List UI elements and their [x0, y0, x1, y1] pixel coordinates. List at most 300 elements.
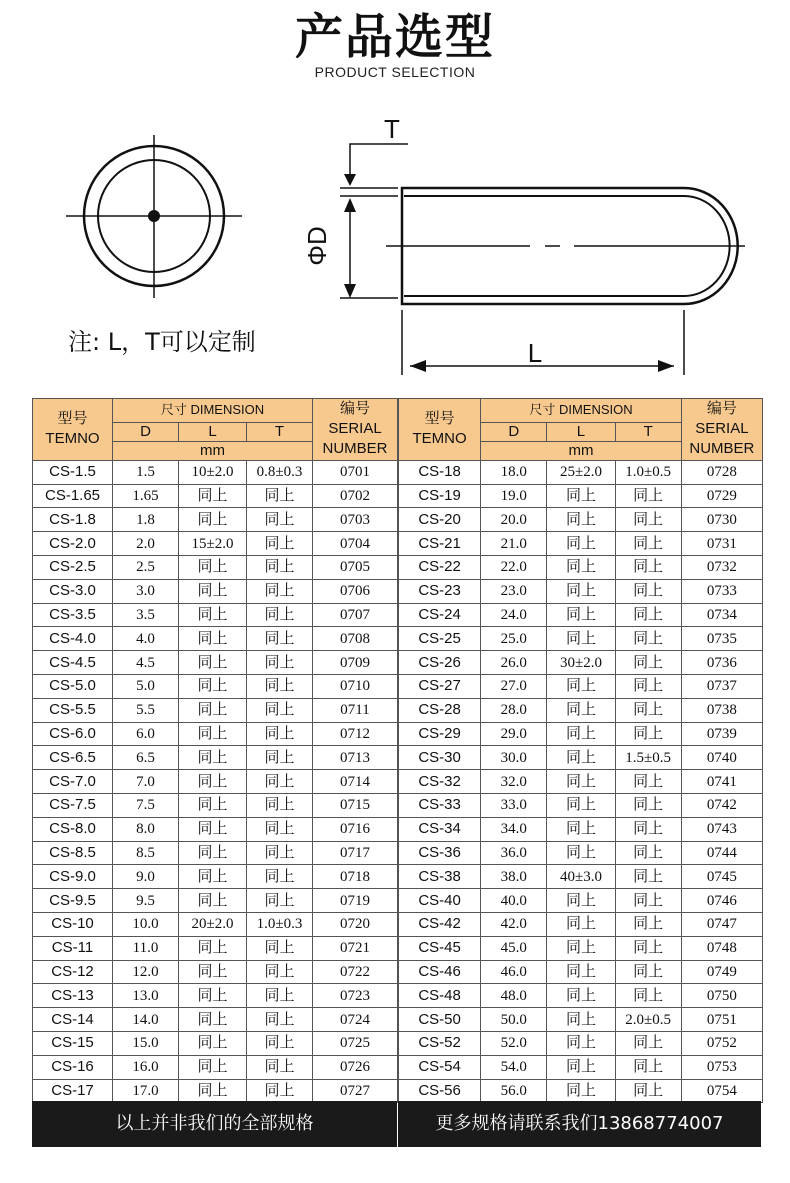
cell-serial: 0711	[313, 698, 398, 722]
cell-serial: 0713	[313, 746, 398, 770]
cell-t: 1.5±0.5	[615, 746, 681, 770]
cell-l: 同上	[179, 1055, 247, 1079]
cell-t: 0.8±0.3	[247, 460, 313, 484]
cell-serial: 0725	[313, 1031, 398, 1055]
cell-model: CS-2.5	[33, 555, 113, 579]
cell-model: CS-46	[399, 960, 481, 984]
cell-l: 同上	[179, 865, 247, 889]
cell-serial: 0753	[681, 1055, 762, 1079]
cell-model: CS-24	[399, 603, 481, 627]
cell-d: 9.5	[113, 889, 179, 913]
cell-serial: 0703	[313, 508, 398, 532]
cell-t: 同上	[615, 674, 681, 698]
cell-t: 同上	[615, 651, 681, 675]
cell-l: 同上	[179, 889, 247, 913]
table-row	[399, 603, 763, 627]
cell-l: 同上	[547, 508, 615, 532]
cell-l: 同上	[179, 1079, 247, 1103]
header-unit: mm	[481, 441, 682, 460]
cell-l: 同上	[547, 579, 615, 603]
cell-l: 同上	[547, 1055, 615, 1079]
cell-l: 同上	[547, 793, 615, 817]
page-title: 产品选型	[294, 9, 495, 65]
cell-model: CS-8.0	[33, 817, 113, 841]
header-serial-en2: NUMBER	[322, 440, 388, 458]
cell-d: 23.0	[481, 579, 547, 603]
header-serial-en2: NUMBER	[689, 440, 755, 458]
header-l: L	[547, 422, 615, 441]
cell-model: CS-52	[399, 1031, 481, 1055]
cell-model: CS-1.65	[33, 484, 113, 508]
table-row	[399, 508, 763, 532]
cell-model: CS-5.0	[33, 674, 113, 698]
cell-t: 同上	[615, 555, 681, 579]
cell-serial: 0730	[681, 508, 762, 532]
cell-t: 同上	[247, 555, 313, 579]
cell-serial: 0734	[681, 603, 762, 627]
cell-d: 1.65	[113, 484, 179, 508]
table-row	[399, 1055, 763, 1079]
table-row	[399, 817, 763, 841]
cell-l: 同上	[547, 960, 615, 984]
cell-t: 同上	[615, 889, 681, 913]
cell-t: 同上	[615, 912, 681, 936]
cell-model: CS-48	[399, 984, 481, 1008]
cell-l: 同上	[179, 508, 247, 532]
header-unit: mm	[113, 441, 313, 460]
cell-serial: 0720	[313, 912, 398, 936]
cell-l: 同上	[179, 746, 247, 770]
table-row	[399, 555, 763, 579]
cell-model: CS-16	[33, 1055, 113, 1079]
cell-d: 40.0	[481, 889, 547, 913]
cell-serial: 0716	[313, 817, 398, 841]
cell-t: 同上	[247, 698, 313, 722]
cell-model: CS-36	[399, 841, 481, 865]
cell-t: 同上	[247, 1031, 313, 1055]
cell-t: 同上	[247, 960, 313, 984]
cell-l: 40±3.0	[547, 865, 615, 889]
cell-model: CS-33	[399, 793, 481, 817]
cell-serial: 0724	[313, 1008, 398, 1032]
table-row	[33, 508, 398, 532]
cell-d: 54.0	[481, 1055, 547, 1079]
cell-d: 38.0	[481, 865, 547, 889]
header-t: T	[615, 422, 681, 441]
cell-model: CS-56	[399, 1079, 481, 1103]
cell-d: 42.0	[481, 912, 547, 936]
cell-serial: 0709	[313, 651, 398, 675]
cell-serial: 0729	[681, 484, 762, 508]
cell-serial: 0710	[313, 674, 398, 698]
cell-model: CS-5.5	[33, 698, 113, 722]
cell-l: 同上	[547, 484, 615, 508]
cell-serial: 0714	[313, 770, 398, 794]
cell-l: 同上	[179, 770, 247, 794]
header-serial	[681, 399, 762, 461]
table-row	[399, 627, 763, 651]
cell-t: 同上	[615, 603, 681, 627]
cell-model: CS-9.0	[33, 865, 113, 889]
cell-d: 26.0	[481, 651, 547, 675]
cell-model: CS-54	[399, 1055, 481, 1079]
table-row	[399, 865, 763, 889]
table-row	[399, 651, 763, 675]
cell-l: 同上	[179, 603, 247, 627]
cell-model: CS-3.0	[33, 579, 113, 603]
cell-serial: 0744	[681, 841, 762, 865]
footer-note-left: 以上并非我们的全部规格	[32, 1101, 397, 1147]
cell-model: CS-13	[33, 984, 113, 1008]
table-row	[33, 1031, 398, 1055]
cell-l: 同上	[547, 817, 615, 841]
cell-d: 16.0	[113, 1055, 179, 1079]
cell-serial: 0737	[681, 674, 762, 698]
cell-serial: 0748	[681, 936, 762, 960]
cell-l: 同上	[179, 579, 247, 603]
cell-serial: 0702	[313, 484, 398, 508]
cell-serial: 0752	[681, 1031, 762, 1055]
table-row	[399, 912, 763, 936]
cell-model: CS-10	[33, 912, 113, 936]
table-row	[399, 532, 763, 556]
cell-model: CS-17	[33, 1079, 113, 1103]
cell-d: 46.0	[481, 960, 547, 984]
cell-model: CS-23	[399, 579, 481, 603]
cell-t: 同上	[247, 722, 313, 746]
cell-model: CS-22	[399, 555, 481, 579]
cell-model: CS-8.5	[33, 841, 113, 865]
cell-model: CS-11	[33, 936, 113, 960]
table-row	[399, 770, 763, 794]
cell-d: 22.0	[481, 555, 547, 579]
cell-l: 同上	[179, 722, 247, 746]
table-row	[33, 746, 398, 770]
cell-l: 同上	[547, 1008, 615, 1032]
cell-d: 4.5	[113, 651, 179, 675]
cell-serial: 0701	[313, 460, 398, 484]
cell-l: 同上	[179, 698, 247, 722]
cell-d: 27.0	[481, 674, 547, 698]
header-model	[399, 399, 481, 461]
cell-t: 同上	[615, 770, 681, 794]
cell-d: 29.0	[481, 722, 547, 746]
cell-d: 36.0	[481, 841, 547, 865]
table-row	[33, 698, 398, 722]
header-model-en: TEMNO	[412, 430, 467, 448]
header-model	[33, 399, 113, 461]
cell-d: 18.0	[481, 460, 547, 484]
cell-l: 同上	[179, 984, 247, 1008]
table-row	[33, 460, 398, 484]
cell-t: 同上	[247, 841, 313, 865]
cell-t: 同上	[247, 627, 313, 651]
cell-d: 6.5	[113, 746, 179, 770]
customization-note: 注: L，T可以定制	[68, 328, 256, 356]
spec-table-body	[399, 460, 763, 1103]
l-arrow-right-icon	[658, 360, 674, 372]
cell-serial: 0708	[313, 627, 398, 651]
cell-d: 21.0	[481, 532, 547, 556]
cell-d: 11.0	[113, 936, 179, 960]
cell-model: CS-25	[399, 627, 481, 651]
header-model-cn: 型号	[57, 410, 88, 428]
page-header	[0, 8, 790, 80]
cell-model: CS-40	[399, 889, 481, 913]
cell-t: 同上	[247, 1008, 313, 1032]
cell-t: 同上	[247, 889, 313, 913]
cell-model: CS-14	[33, 1008, 113, 1032]
cell-t: 同上	[247, 603, 313, 627]
spec-table	[398, 398, 763, 1103]
page-subtitle: PRODUCT SELECTION	[314, 64, 476, 80]
cell-model: CS-30	[399, 746, 481, 770]
header-t: T	[247, 422, 313, 441]
header-serial-en1: SERIAL	[695, 420, 749, 438]
cell-model: CS-28	[399, 698, 481, 722]
cell-serial: 0726	[313, 1055, 398, 1079]
spec-table-body	[33, 460, 398, 1103]
cell-l: 同上	[547, 532, 615, 556]
cell-d: 19.0	[481, 484, 547, 508]
cell-d: 14.0	[113, 1008, 179, 1032]
cell-model: CS-32	[399, 770, 481, 794]
t-arrow-icon	[344, 174, 356, 186]
table-row	[399, 484, 763, 508]
table-row	[33, 865, 398, 889]
cell-t: 同上	[247, 484, 313, 508]
cell-model: CS-27	[399, 674, 481, 698]
cell-l: 同上	[547, 722, 615, 746]
table-row	[33, 1079, 398, 1103]
cell-t: 同上	[615, 722, 681, 746]
table-row	[399, 579, 763, 603]
header-l: L	[179, 422, 247, 441]
cell-d: 20.0	[481, 508, 547, 532]
header-model-cn: 型号	[424, 410, 455, 428]
cell-t: 同上	[247, 1055, 313, 1079]
cell-d: 25.0	[481, 627, 547, 651]
cell-serial: 0747	[681, 912, 762, 936]
table-row	[33, 484, 398, 508]
cell-serial: 0732	[681, 555, 762, 579]
cell-model: CS-12	[33, 960, 113, 984]
cell-l: 同上	[179, 651, 247, 675]
cell-t: 同上	[247, 865, 313, 889]
table-row	[399, 722, 763, 746]
cell-d: 7.5	[113, 793, 179, 817]
table-row	[33, 912, 398, 936]
cell-d: 34.0	[481, 817, 547, 841]
header-model-en: TEMNO	[45, 430, 100, 448]
table-row	[399, 841, 763, 865]
label-l: L	[527, 338, 543, 368]
cell-d: 28.0	[481, 698, 547, 722]
cell-serial: 0735	[681, 627, 762, 651]
cell-d: 6.0	[113, 722, 179, 746]
table-row	[33, 936, 398, 960]
table-row	[399, 674, 763, 698]
cell-serial: 0704	[313, 532, 398, 556]
cell-d: 1.5	[113, 460, 179, 484]
cell-model: CS-21	[399, 532, 481, 556]
center-dot	[148, 210, 160, 222]
cell-d: 1.8	[113, 508, 179, 532]
cell-serial: 0718	[313, 865, 398, 889]
cell-l: 同上	[547, 603, 615, 627]
cell-t: 同上	[615, 841, 681, 865]
header-dimension: 尺寸 DIMENSION	[113, 399, 313, 423]
cell-serial: 0751	[681, 1008, 762, 1032]
cell-serial: 0742	[681, 793, 762, 817]
cell-t: 同上	[615, 627, 681, 651]
table-row	[399, 746, 763, 770]
cell-model: CS-4.0	[33, 627, 113, 651]
cell-serial: 0727	[313, 1079, 398, 1103]
spec-table-right	[398, 398, 763, 1103]
table-row	[33, 651, 398, 675]
cell-l: 同上	[547, 770, 615, 794]
cell-serial: 0723	[313, 984, 398, 1008]
cell-t: 同上	[615, 1031, 681, 1055]
cell-t: 同上	[615, 960, 681, 984]
cell-d: 48.0	[481, 984, 547, 1008]
header-d: D	[481, 422, 547, 441]
cell-t: 同上	[615, 936, 681, 960]
cell-model: CS-15	[33, 1031, 113, 1055]
cell-d: 52.0	[481, 1031, 547, 1055]
cell-t: 同上	[247, 532, 313, 556]
cell-l: 同上	[547, 674, 615, 698]
cell-t: 同上	[247, 746, 313, 770]
cell-t: 同上	[247, 770, 313, 794]
cell-l: 同上	[547, 746, 615, 770]
cell-d: 15.0	[113, 1031, 179, 1055]
cell-model: CS-9.5	[33, 889, 113, 913]
side-view-drawing	[340, 144, 745, 375]
cell-d: 30.0	[481, 746, 547, 770]
cell-model: CS-7.0	[33, 770, 113, 794]
cell-t: 同上	[247, 1079, 313, 1103]
cell-l: 同上	[547, 936, 615, 960]
cell-serial: 0733	[681, 579, 762, 603]
cell-model: CS-19	[399, 484, 481, 508]
cell-model: CS-38	[399, 865, 481, 889]
cell-t: 同上	[615, 984, 681, 1008]
header-serial	[313, 399, 398, 461]
cell-serial: 0731	[681, 532, 762, 556]
cell-l: 同上	[547, 912, 615, 936]
cell-l: 同上	[547, 1031, 615, 1055]
table-row	[399, 889, 763, 913]
cell-d: 10.0	[113, 912, 179, 936]
cell-l: 20±2.0	[179, 912, 247, 936]
header-serial-cn: 编号	[339, 400, 370, 418]
cell-serial: 0722	[313, 960, 398, 984]
cell-serial: 0705	[313, 555, 398, 579]
label-d: ΦD	[302, 226, 332, 266]
cell-serial: 0745	[681, 865, 762, 889]
table-row	[33, 770, 398, 794]
spec-table-left	[32, 398, 397, 1103]
table-row	[33, 960, 398, 984]
cell-t: 同上	[615, 817, 681, 841]
cell-d: 4.0	[113, 627, 179, 651]
cell-serial: 0739	[681, 722, 762, 746]
cell-model: CS-4.5	[33, 651, 113, 675]
cell-l: 同上	[179, 1008, 247, 1032]
d-arrow-top-icon	[344, 198, 356, 212]
cell-d: 12.0	[113, 960, 179, 984]
cell-d: 24.0	[481, 603, 547, 627]
cell-d: 7.0	[113, 770, 179, 794]
cell-d: 45.0	[481, 936, 547, 960]
cell-serial: 0749	[681, 960, 762, 984]
table-row	[33, 984, 398, 1008]
table-row	[399, 984, 763, 1008]
table-row	[33, 603, 398, 627]
table-row	[33, 889, 398, 913]
cell-d: 3.0	[113, 579, 179, 603]
cell-model: CS-6.5	[33, 746, 113, 770]
cell-l: 同上	[547, 984, 615, 1008]
cell-serial: 0721	[313, 936, 398, 960]
cell-serial: 0736	[681, 651, 762, 675]
cell-d: 8.5	[113, 841, 179, 865]
cell-serial: 0754	[681, 1079, 762, 1103]
cell-model: CS-7.5	[33, 793, 113, 817]
cell-serial: 0706	[313, 579, 398, 603]
cell-l: 25±2.0	[547, 460, 615, 484]
cell-t: 同上	[247, 651, 313, 675]
label-t: T	[384, 114, 400, 144]
cell-serial: 0750	[681, 984, 762, 1008]
cell-serial: 0746	[681, 889, 762, 913]
table-row	[33, 627, 398, 651]
cell-model: CS-42	[399, 912, 481, 936]
cell-serial: 0740	[681, 746, 762, 770]
cell-model: CS-1.5	[33, 460, 113, 484]
cell-l: 同上	[179, 484, 247, 508]
cell-model: CS-29	[399, 722, 481, 746]
cell-serial: 0741	[681, 770, 762, 794]
cell-l: 同上	[179, 793, 247, 817]
cell-serial: 0712	[313, 722, 398, 746]
t-leader	[350, 144, 408, 184]
cell-d: 13.0	[113, 984, 179, 1008]
table-row	[33, 817, 398, 841]
cell-l: 同上	[179, 960, 247, 984]
end-view-drawing	[66, 135, 242, 298]
header-serial-cn: 编号	[706, 400, 737, 418]
cell-t: 同上	[615, 698, 681, 722]
cell-t: 同上	[247, 793, 313, 817]
table-row	[399, 960, 763, 984]
table-row	[33, 1055, 398, 1079]
cell-l: 同上	[179, 627, 247, 651]
cell-t: 同上	[615, 1079, 681, 1103]
cell-serial: 0707	[313, 603, 398, 627]
cell-serial: 0717	[313, 841, 398, 865]
cell-l: 同上	[547, 889, 615, 913]
cell-t: 2.0±0.5	[615, 1008, 681, 1032]
table-row	[33, 555, 398, 579]
cell-t: 同上	[615, 508, 681, 532]
l-arrow-left-icon	[410, 360, 426, 372]
cell-serial: 0715	[313, 793, 398, 817]
cell-t: 同上	[247, 817, 313, 841]
cell-t: 同上	[247, 984, 313, 1008]
